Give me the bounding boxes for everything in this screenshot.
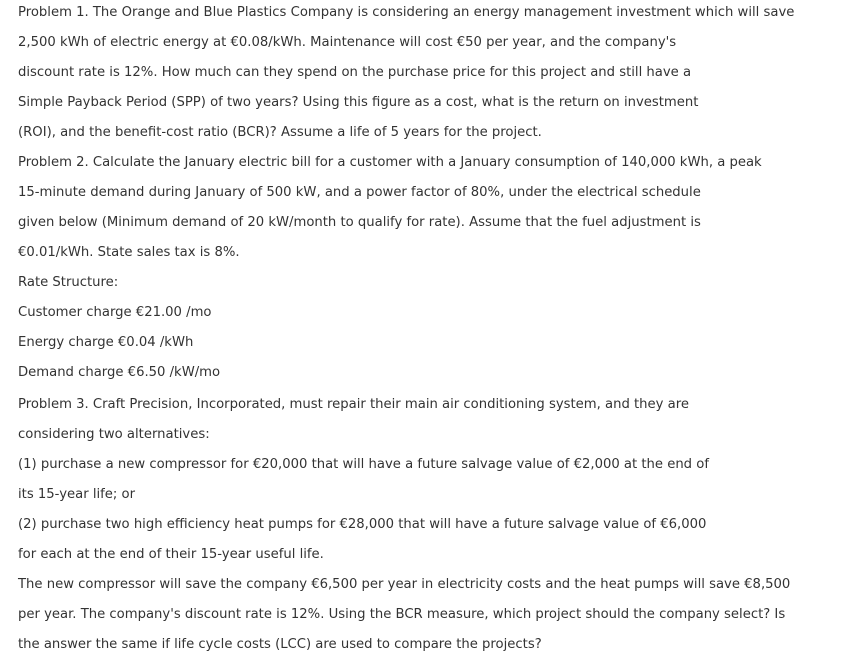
- problem3-line: considering two alternatives:: [18, 427, 210, 442]
- problem3-option1: (1) purchase a new compressor for €20,000 that will have a future salvage value of €2,000 at the end of: [18, 457, 709, 472]
- rate-structure-heading: Rate Structure:: [18, 275, 119, 290]
- problem1-line: 2,500 kWh of electric energy at €0.08/kWh. Maintenance will cost €50 per year, and the company's: [18, 35, 677, 50]
- problem3-option2: (2) purchase two high efficiency heat pumps for €28,000 that will have a future salvage value of €6,000: [18, 517, 707, 532]
- problem2-line: €0.01/kWh. State sales tax is 8%.: [18, 245, 240, 260]
- problem2-line: 15-minute demand during January of 500 kW, and a power factor of 80%, under the electrical schedule: [18, 185, 701, 200]
- rate-demand-charge: Demand charge €6.50 /kW/mo: [18, 365, 221, 380]
- problem3-line: per year. The company's discount rate is 12%. Using the BCR measure, which project should the company select? Is: [18, 607, 786, 622]
- problem2-line: given below (Minimum demand of 20 kW/month to qualify for rate). Assume that the fuel adjustment is: [18, 215, 701, 230]
- problem1-line: (ROI), and the benefit-cost ratio (BCR)? Assume a life of 5 years for the project.: [18, 125, 542, 140]
- problem1-line: Simple Payback Period (SPP) of two years? Using this figure as a cost, what is the return on investment: [18, 95, 699, 110]
- problem1-line: Problem 1. The Orange and Blue Plastics Company is considering an energy management investment which will save: [18, 5, 795, 20]
- problem2-line: Problem 2. Calculate the January electric bill for a customer with a January consumption of 140,000 kWh, a peak: [18, 155, 762, 170]
- problem3-line: The new compressor will save the company €6,500 per year in electricity costs and the heat pumps will save €8,500: [18, 577, 791, 592]
- problem3-line: its 15-year life; or: [18, 487, 136, 502]
- rate-energy-charge: Energy charge €0.04 /kWh: [18, 335, 194, 350]
- problem3-line: the answer the same if life cycle costs (LCC) are used to compare the projects?: [18, 637, 542, 652]
- problem1-line: discount rate is 12%. How much can they spend on the purchase price for this project and still have a: [18, 65, 692, 80]
- problem3-line: for each at the end of their 15-year useful life.: [18, 547, 324, 562]
- rate-customer-charge: Customer charge €21.00 /mo: [18, 305, 212, 320]
- problem3-line: Problem 3. Craft Precision, Incorporated, must repair their main air conditioning system, and they are: [18, 397, 689, 412]
